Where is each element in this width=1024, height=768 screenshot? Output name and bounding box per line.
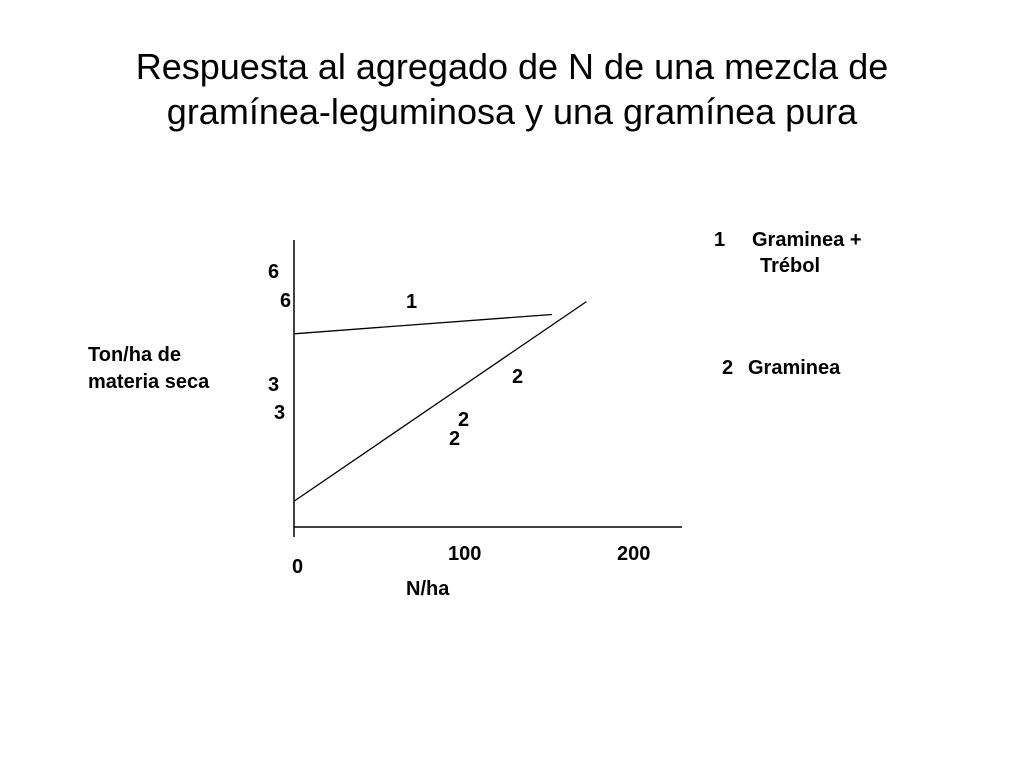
y-tick-label: 3 <box>268 374 280 396</box>
y-tick-label: 6 <box>268 261 280 283</box>
series-2-annotation: 2 <box>449 428 461 450</box>
x-tick-label: 200 <box>617 543 651 565</box>
series-2-annotation: 2 <box>512 366 524 388</box>
series-1-line <box>294 314 552 333</box>
slide-title-line1: Respuesta al agregado de N de una mezcla de <box>135 46 889 87</box>
legend-item-1-text: Graminea + <box>752 229 862 251</box>
legend-item-2-text: Graminea <box>748 357 841 379</box>
y-tick-label: 3 <box>274 402 286 424</box>
series-2-annotation: 2 <box>458 409 470 431</box>
legend-item-1-text-line2: Trébol <box>760 255 821 277</box>
x-axis-label: N/ha <box>406 578 450 600</box>
y-axis-label <box>88 342 209 396</box>
legend-item-2 <box>722 355 840 381</box>
y-tick-label: 6 <box>280 290 292 312</box>
series-2-line <box>294 302 586 502</box>
x-tick-label: 100 <box>448 543 482 565</box>
legend-item-1 <box>714 227 862 279</box>
legend-item-2-number: 2 <box>722 357 734 379</box>
x-tick-label: 0 <box>292 556 304 578</box>
y-axis-label-line2: materia seca <box>88 371 210 393</box>
y-axis-label-line1: Ton/ha de <box>88 344 181 366</box>
slide-title-line2: gramínea-leguminosa y una gramínea pura <box>166 91 858 132</box>
series-1-annotation: 1 <box>406 291 418 313</box>
legend-item-1-number: 1 <box>714 229 726 251</box>
